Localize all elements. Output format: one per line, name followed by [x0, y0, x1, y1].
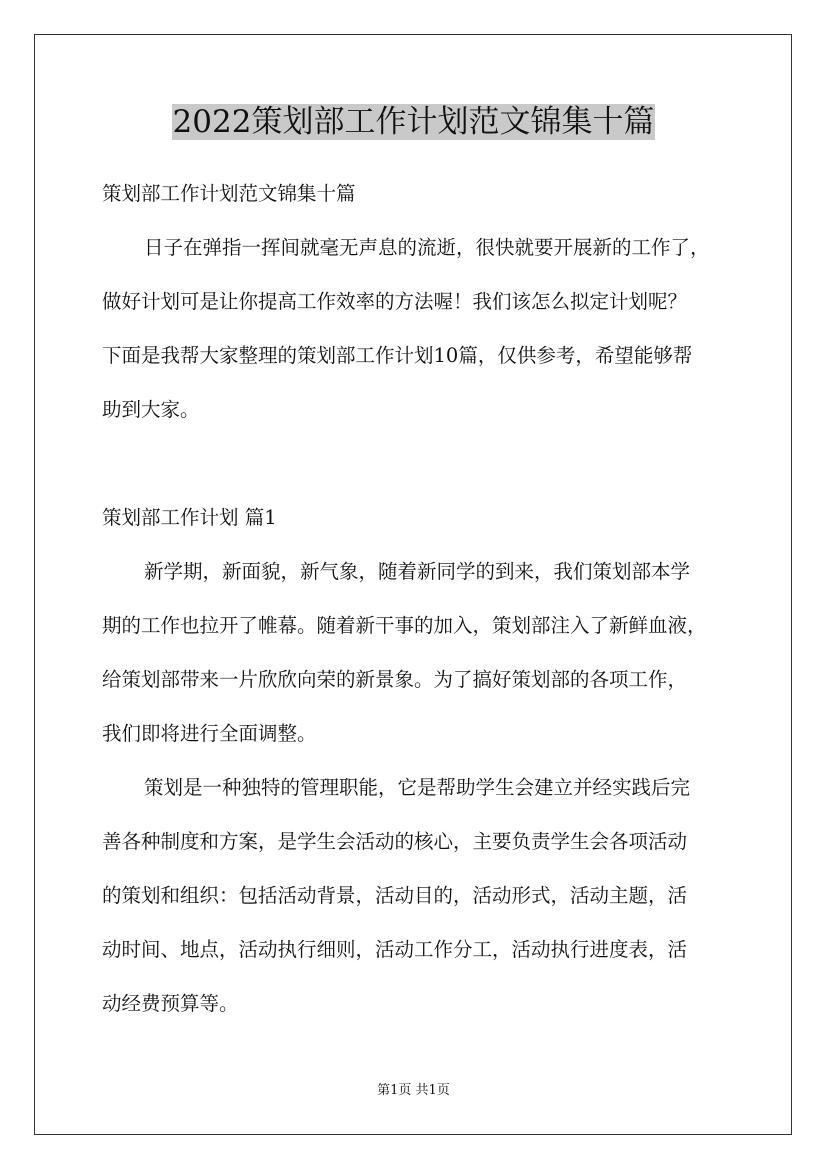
intro-line: 日子在弹指一挥间就毫无声息的流逝，很快就要开展新的工作了，	[144, 236, 710, 259]
section-heading: 策划部工作计划 篇1	[102, 506, 277, 529]
document-title	[0, 101, 827, 143]
paragraph2-line: 善各种制度和方案，是学生会活动的核心，主要负责学生会各项活动	[102, 830, 688, 853]
paragraph1-line: 期的工作也拉开了帷幕。随着新干事的加入，策划部注入了新鲜血液，	[102, 614, 707, 637]
paragraph1-line: 我们即将进行全面调整。	[102, 722, 317, 745]
paragraph2-line: 动时间、地点，活动执行细则，活动工作分工，活动执行进度表，活	[102, 938, 688, 961]
intro-line: 下面是我帮大家整理的策划部工作计划10篇，仅供参考，希望能够帮	[102, 344, 693, 367]
paragraph1-line: 给策划部带来一片欣欣向荣的新景象。为了搞好策划部的各项工作，	[102, 668, 688, 691]
paragraph2-line: 策划是一种独特的管理职能，它是帮助学生会建立并经实践后完	[144, 776, 691, 799]
intro-line: 助到大家。	[102, 398, 200, 421]
document-title-text: 2022策划部工作计划范文锦集十篇	[172, 104, 655, 140]
paragraph2-line: 动经费预算等。	[102, 992, 239, 1015]
page-number-footer: 第1页 共1页	[377, 1083, 450, 1098]
document-subtitle: 策划部工作计划范文锦集十篇	[102, 182, 356, 205]
paragraph2-line: 的策划和组织：包括活动背景，活动目的，活动形式，活动主题，活	[102, 884, 688, 907]
paragraph1-line: 新学期，新面貌，新气象，随着新同学的到来，我们策划部本学	[144, 560, 691, 583]
intro-line: 做好计划可是让你提高工作效率的方法喔！我们该怎么拟定计划呢？	[102, 290, 688, 313]
